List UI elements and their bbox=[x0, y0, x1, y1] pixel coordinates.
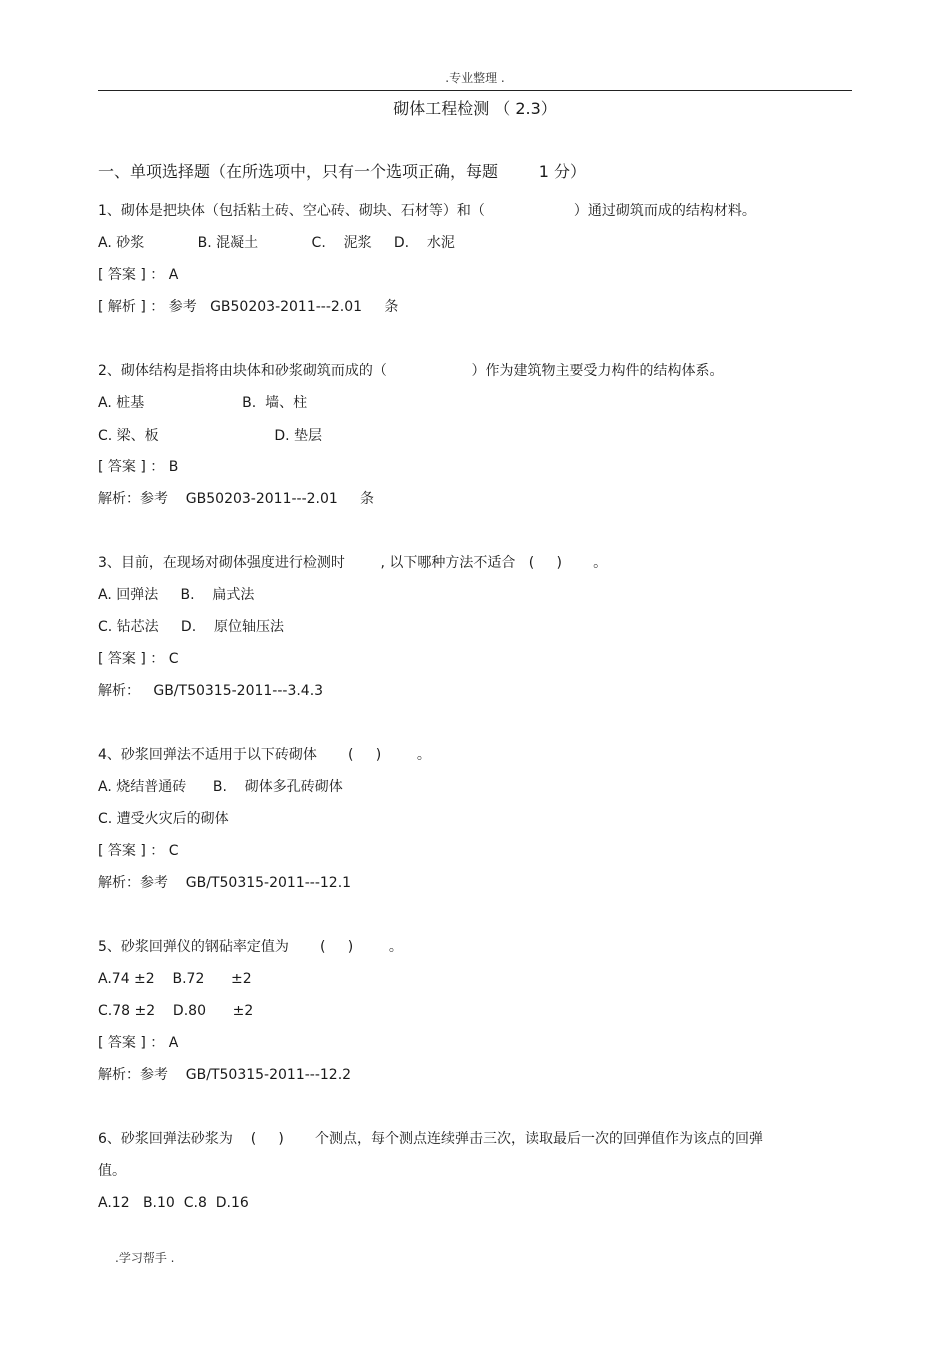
question-3-options-row-1: A. 回弹法 B. 扁式法 bbox=[98, 587, 255, 603]
question-5-answer: [ 答案 ] ： A bbox=[98, 1035, 179, 1051]
header-divider bbox=[98, 90, 852, 91]
question-4-analysis: 解析：参考 GB/T50315-2011---12.1 bbox=[98, 875, 352, 891]
question-3-answer: [ 答案 ] ： C bbox=[98, 651, 179, 667]
document-title: 砌体工程检测 （ 2.3） bbox=[393, 99, 557, 118]
question-2-analysis: 解析：参考 GB50203-2011---2.01 条 bbox=[98, 491, 375, 507]
question-6-stem: 6、砂浆回弹法砂浆为 ( ) 个测点，每个测点连续弹击三次，读取最后一次的回弹值作为该点的回弹 bbox=[98, 1131, 764, 1147]
question-5-analysis: 解析：参考 GB/T50315-2011---12.2 bbox=[98, 1067, 352, 1083]
question-5-options-row-2: C.78 ±2 D.80 ±2 bbox=[98, 1003, 254, 1019]
page-header: .专业整理 . bbox=[445, 71, 505, 85]
question-2-stem: 2、砌体结构是指将由块体和砂浆砌筑而成的（ ）作为建筑物主要受力构件的结构体系。 bbox=[98, 363, 724, 379]
section-heading: 一、单项选择题（在所选项中，只有一个选项正确，每题 1 分） bbox=[98, 162, 586, 181]
question-4-options-row-1: A. 烧结普通砖 B. 砌体多孔砖砌体 bbox=[98, 779, 343, 795]
question-3-stem: 3、目前，在现场对砌体强度进行检测时 , 以下哪种方法不适合 ( ) 。 bbox=[98, 555, 608, 571]
question-5-options-row-1: A.74 ±2 B.72 ±2 bbox=[98, 971, 252, 987]
question-1-stem: 1、砌体是把块体（包括粘土砖、空心砖、砌块、石材等）和（ ）通过砌筑而成的结构材料。 bbox=[98, 203, 756, 219]
question-3-options-row-2: C. 钻芯法 D. 原位轴压法 bbox=[98, 619, 284, 635]
question-4-answer: [ 答案 ] ： C bbox=[98, 843, 179, 859]
question-2-options-row-2: C. 梁、板 D. 垫层 bbox=[98, 428, 323, 444]
question-2-options-row-1: A. 桩基 B. 墙、柱 bbox=[98, 395, 308, 411]
question-4-stem: 4、砂浆回弹法不适用于以下砖砌体 ( ) 。 bbox=[98, 747, 431, 763]
page-footer: .学习帮手 . bbox=[115, 1251, 175, 1265]
question-6-options: A.12 B.10 C.8 D.16 bbox=[98, 1195, 249, 1211]
question-6-stem-continued: 值。 bbox=[98, 1163, 126, 1179]
question-4-options-row-2: C. 遭受火灾后的砌体 bbox=[98, 811, 229, 827]
question-5-stem: 5、砂浆回弹仪的钢砧率定值为 ( ) 。 bbox=[98, 939, 403, 955]
question-3-analysis: 解析： GB/T50315-2011---3.4.3 bbox=[98, 683, 324, 699]
question-1-analysis: [ 解析 ] ： 参考 GB50203-2011---2.01 条 bbox=[98, 299, 399, 315]
question-1-options: A. 砂浆 B. 混凝土 C. 泥浆 D. 水泥 bbox=[98, 235, 455, 251]
question-1-answer: [ 答案 ] ： A bbox=[98, 267, 179, 283]
question-2-answer: [ 答案 ] ： B bbox=[98, 459, 179, 475]
